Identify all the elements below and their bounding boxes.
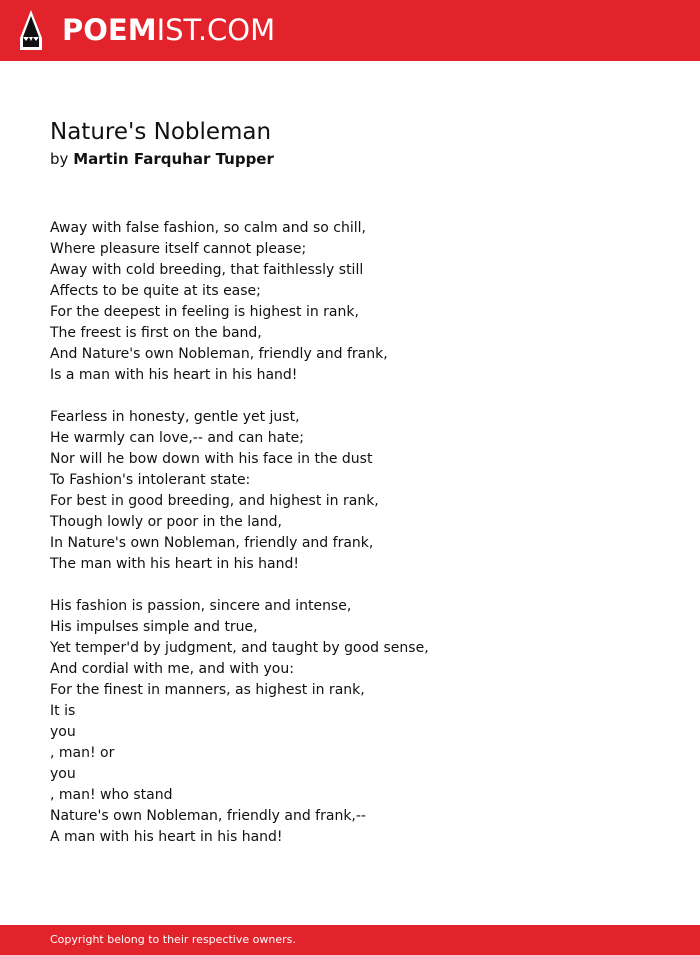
poem-line: , man! or xyxy=(50,745,115,761)
poem-line: And cordial with me, and with you: xyxy=(50,661,294,677)
poem-line: His fashion is passion, sincere and intense, xyxy=(50,598,352,614)
poem-line: It is xyxy=(50,703,76,719)
poem-line: He warmly can love,-- and can hate; xyxy=(50,430,305,446)
poem-line: Fearless in honesty, gentle yet just, xyxy=(50,409,300,425)
poem-line: For the finest in manners, as highest in rank, xyxy=(50,682,365,698)
poem-line: A man with his heart in his hand! xyxy=(50,829,283,845)
poem-body xyxy=(50,218,650,869)
poem-line: Nature's own Nobleman, friendly and frank,-- xyxy=(50,808,366,824)
poem-byline xyxy=(50,148,274,170)
poem-line: And Nature's own Nobleman, friendly and frank, xyxy=(50,346,388,362)
poem-line: Is a man with his heart in his hand! xyxy=(50,367,298,383)
poem-line: The man with his heart in his hand! xyxy=(50,556,299,572)
poem-line: Though lowly or poor in the land, xyxy=(50,514,282,530)
poem-line: Away with false fashion, so calm and so chill, xyxy=(50,220,366,236)
poem-line: His impulses simple and true, xyxy=(50,619,258,635)
poem-line: In Nature's own Nobleman, friendly and frank, xyxy=(50,535,374,551)
stanza-3 xyxy=(50,596,650,848)
poem-line: For the deepest in feeling is highest in rank, xyxy=(50,304,359,320)
pencil-tip-icon[interactable] xyxy=(18,9,44,51)
poem-line: To Fashion's intolerant state: xyxy=(50,472,251,488)
logo-text-bold: POEM xyxy=(62,13,157,47)
poem-line: For best in good breeding, and highest in rank, xyxy=(50,493,379,509)
poem-line: The freest is first on the band, xyxy=(50,325,262,341)
poem-line: you xyxy=(50,724,76,740)
site-header xyxy=(0,0,700,61)
poem-line: you xyxy=(50,766,76,782)
poem-line: Nor will he bow down with his face in the dust xyxy=(50,451,373,467)
site-footer xyxy=(0,925,700,955)
copyright-notice: Copyright belong to their respective owners. xyxy=(50,933,296,946)
poem-line: , man! who stand xyxy=(50,787,173,803)
author-name: Martin Farquhar Tupper xyxy=(73,150,274,168)
by-label: by xyxy=(50,150,69,168)
poem-line: Affects to be quite at its ease; xyxy=(50,283,261,299)
site-logo[interactable] xyxy=(62,12,275,48)
poem-line: Where pleasure itself cannot please; xyxy=(50,241,307,257)
poem-line: Away with cold breeding, that faithlessly still xyxy=(50,262,364,278)
poem-line: Yet temper'd by judgment, and taught by good sense, xyxy=(50,640,429,656)
poem-title: Nature's Nobleman xyxy=(50,119,272,145)
stanza-2 xyxy=(50,407,650,575)
stanza-1 xyxy=(50,218,650,386)
logo-text-light: IST.COM xyxy=(156,13,276,47)
